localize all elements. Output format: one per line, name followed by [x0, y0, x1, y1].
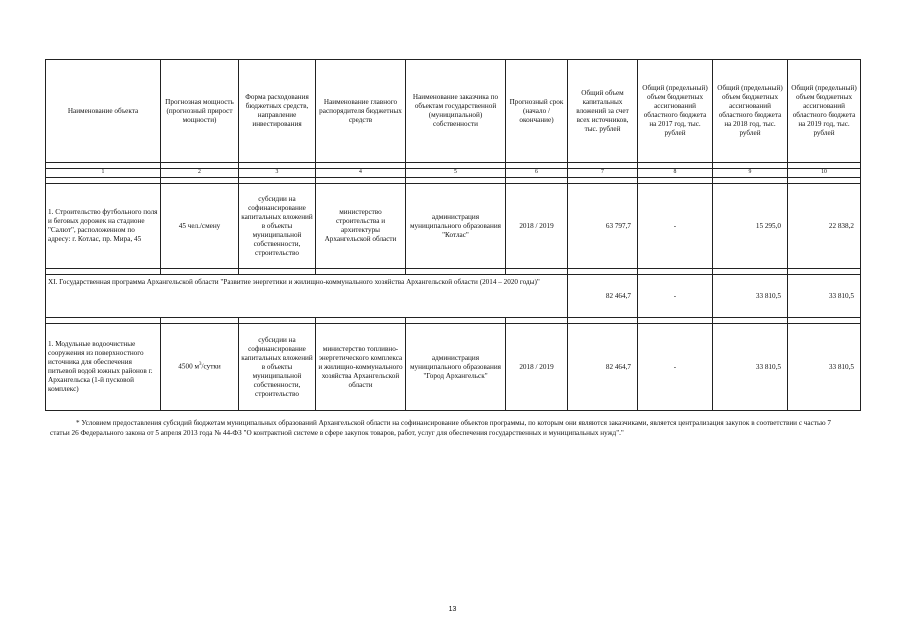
- capacity-unit: /сутки: [201, 362, 221, 371]
- header-cell: Прогнозная мощность (прогнозный прирост мощности): [161, 60, 239, 163]
- amount-2019-cell: 33 810,5: [788, 275, 861, 318]
- footnote: * Условием предоставления субсидий бюджетам муниципальных образований Архангельской области на софинансирование объектов программы, по которым они являются заказчиками, является централизация закупок в соответствии с частью 7 статьи 26 Федерального закона от 5 апреля 2013 года № 44-ФЗ "О контрактной системе в сфере закупок товаров, работ, услуг для обеспечения государственных и муниципальных нужд".": [50, 419, 831, 438]
- amount-2019-cell: 33 810,5: [788, 324, 861, 411]
- object-name-cell: 1. Модульные водоочистные сооружения из поверхностного источника для обеспечения питьевой водой южных районов г. Архангельска (1-й пусковой комплекс): [46, 324, 161, 411]
- header-cell: Наименование объекта: [46, 60, 161, 163]
- period-cell: 2018 / 2019: [506, 324, 568, 411]
- header-cell: Наименование заказчика по объектам государственной (муниципальной) собственности: [406, 60, 506, 163]
- table-header-row: [46, 60, 861, 163]
- manager-cell: министерство топливно-энергетического комплекса и жилищно-коммунального хозяйства Архангельской области: [316, 324, 406, 411]
- total-cell: 82 464,7: [568, 275, 638, 318]
- amount-2019-cell: 22 838,2: [788, 184, 861, 269]
- form-cell: субсидии на софинансирование капитальных вложений в объекты муниципальной собственности, строительство: [239, 324, 316, 411]
- header-cell: Наименование главного распорядителя бюджетных средств: [316, 60, 406, 163]
- header-cell: Общий (предельный) объем бюджетных ассигнований областного бюджета на 2017 год, тыс. рублей: [638, 60, 713, 163]
- manager-cell: министерство строительства и архитектуры Архангельской области: [316, 184, 406, 269]
- column-number: 5: [406, 169, 506, 178]
- header-cell: Общий (предельный) объем бюджетных ассигнований областного бюджета на 2018 год, тыс. рублей: [713, 60, 788, 163]
- capacity-cell: 45 чел./смену: [161, 184, 239, 269]
- column-number-row: [46, 169, 861, 178]
- amount-2018-cell: 33 810,5: [713, 324, 788, 411]
- column-number: 2: [161, 169, 239, 178]
- capacity-cell: [161, 324, 239, 411]
- capacity-value: 4500 м: [178, 362, 200, 371]
- customer-cell: администрация муниципального образования "Город Архангельск": [406, 324, 506, 411]
- table-row: [46, 184, 861, 269]
- capacity-exponent: 3: [199, 362, 202, 368]
- column-number: 6: [506, 169, 568, 178]
- column-number: 8: [638, 169, 713, 178]
- total-cell: 63 797,7: [568, 184, 638, 269]
- column-number: 4: [316, 169, 406, 178]
- column-number: 1: [46, 169, 161, 178]
- amount-2017-cell: -: [638, 275, 713, 318]
- customer-cell: администрация муниципального образования "Котлас": [406, 184, 506, 269]
- page-number: 13: [448, 606, 457, 613]
- amount-2018-cell: 15 295,0: [713, 184, 788, 269]
- column-number: 9: [713, 169, 788, 178]
- object-name-cell: 1. Строительство футбольного поля и беговых дорожек на стадионе "Салют", расположенном по адресу: г. Котлас, пр. Мира, 45: [46, 184, 161, 269]
- section-row: [46, 275, 861, 318]
- amount-2017-cell: -: [638, 324, 713, 411]
- header-cell: Общий объем капитальных вложений за счет всех источников, тыс. рублей: [568, 60, 638, 163]
- investment-table: [45, 59, 861, 411]
- column-number: 3: [239, 169, 316, 178]
- column-number: 7: [568, 169, 638, 178]
- amount-2018-cell: 33 810,5: [713, 275, 788, 318]
- column-number: 10: [788, 169, 861, 178]
- header-cell: Прогнозный срок (начало / окончание): [506, 60, 568, 163]
- table-row: [46, 324, 861, 411]
- period-cell: 2018 / 2019: [506, 184, 568, 269]
- amount-2017-cell: -: [638, 184, 713, 269]
- program-title-cell: XI. Государственная программа Архангельской области "Развитие энергетики и жилищно-коммунального хозяйства Архангельской области (2014 – 2020 годы)": [46, 275, 568, 318]
- total-cell: 82 464,7: [568, 324, 638, 411]
- form-cell: субсидии на софинансирование капитальных вложений в объекты муниципальной собственности, строительство: [239, 184, 316, 269]
- header-cell: Форма расходования бюджетных средств, направление инвестирования: [239, 60, 316, 163]
- header-cell: Общий (предельный) объем бюджетных ассигнований областного бюджета на 2019 год, тыс. рублей: [788, 60, 861, 163]
